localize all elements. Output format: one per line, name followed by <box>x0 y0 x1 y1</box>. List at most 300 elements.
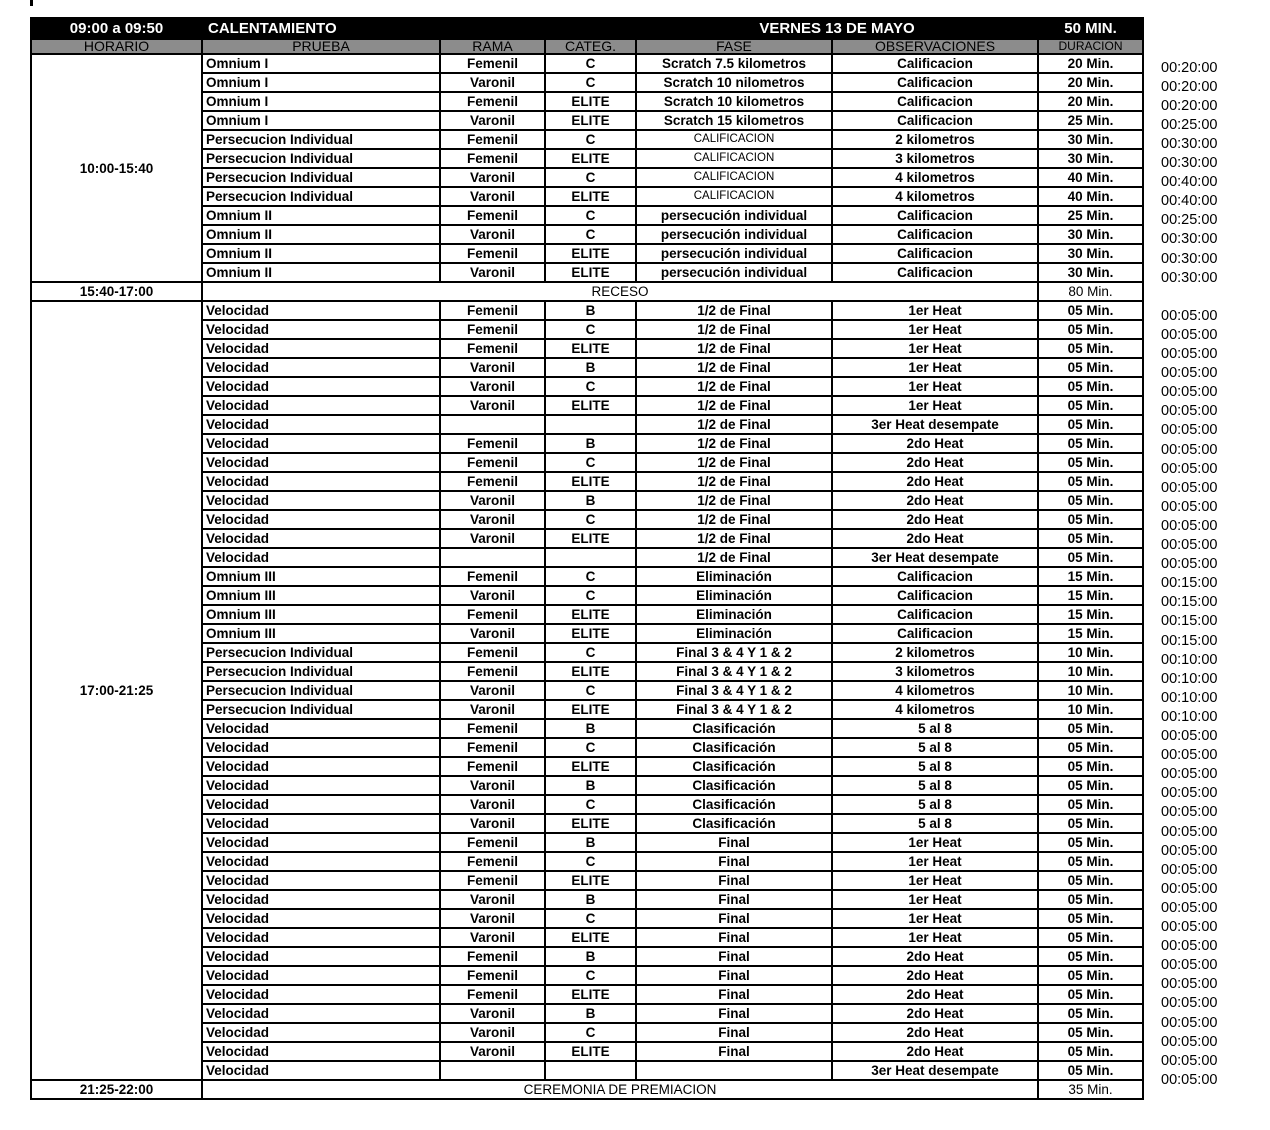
observaciones-cell: Calificacion <box>832 263 1038 282</box>
observaciones-cell: 2do Heat <box>832 453 1038 472</box>
duration-cell: 05 Min. <box>1038 339 1143 358</box>
observaciones-cell: 5 al 8 <box>832 776 1038 795</box>
rama-cell: Femenil <box>440 434 545 453</box>
duration-cell: 05 Min. <box>1038 548 1143 567</box>
fase-cell: Clasificación <box>636 738 832 757</box>
categ-cell: ELITE <box>545 985 636 1004</box>
rama-cell: Varonil <box>440 624 545 643</box>
rama-cell: Varonil <box>440 73 545 92</box>
prueba-cell: Omnium III <box>202 624 440 643</box>
cumulative-time: 00:05:00 <box>1161 517 1218 534</box>
cumulative-time: 00:10:00 <box>1161 670 1218 687</box>
schedule-table <box>30 17 1144 1100</box>
prueba-cell: Velocidad <box>202 795 440 814</box>
rama-cell: Femenil <box>440 472 545 491</box>
break-row <box>31 1080 1143 1099</box>
prueba-cell: Velocidad <box>202 510 440 529</box>
prueba-cell: Velocidad <box>202 833 440 852</box>
rama-cell: Varonil <box>440 396 545 415</box>
categ-cell: C <box>545 130 636 149</box>
categ-cell: ELITE <box>545 244 636 263</box>
duration-cell: 05 Min. <box>1038 985 1143 1004</box>
fase-cell: Final <box>636 833 832 852</box>
prueba-cell: Velocidad <box>202 472 440 491</box>
rama-cell: Femenil <box>440 301 545 320</box>
categ-cell: C <box>545 852 636 871</box>
duration-cell: 30 Min. <box>1038 225 1143 244</box>
prueba-cell: Velocidad <box>202 890 440 909</box>
categ-cell: C <box>545 909 636 928</box>
categ-cell: ELITE <box>545 757 636 776</box>
duration-cell: 05 Min. <box>1038 928 1143 947</box>
categ-cell: C <box>545 320 636 339</box>
duration-cell: 05 Min. <box>1038 396 1143 415</box>
duration-cell: 05 Min. <box>1038 776 1143 795</box>
cumulative-time: 00:15:00 <box>1161 575 1218 592</box>
fase-cell: Final <box>636 928 832 947</box>
rama-cell: Varonil <box>440 225 545 244</box>
observaciones-cell: 2do Heat <box>832 491 1038 510</box>
categ-cell: B <box>545 776 636 795</box>
rama-cell: Varonil <box>440 681 545 700</box>
rama-cell: Varonil <box>440 1004 545 1023</box>
cumulative-time: 00:05:00 <box>1161 460 1218 477</box>
rama-cell: Varonil <box>440 263 545 282</box>
fase-cell: Final 3 & 4 Y 1 & 2 <box>636 662 832 681</box>
prueba-cell: Velocidad <box>202 415 440 434</box>
prueba-cell: Velocidad <box>202 301 440 320</box>
observaciones-cell: Calificacion <box>832 206 1038 225</box>
observaciones-cell: 1er Heat <box>832 852 1038 871</box>
cumulative-time: 00:05:00 <box>1161 1014 1218 1031</box>
duration-cell: 40 Min. <box>1038 168 1143 187</box>
observaciones-cell: 1er Heat <box>832 890 1038 909</box>
fase-cell: Final 3 & 4 Y 1 & 2 <box>636 681 832 700</box>
cumulative-time: 00:05:00 <box>1161 384 1218 401</box>
observaciones-cell: 5 al 8 <box>832 719 1038 738</box>
fase-cell: 1/2 de Final <box>636 377 832 396</box>
prueba-cell: Velocidad <box>202 985 440 1004</box>
duration-cell: 20 Min. <box>1038 92 1143 111</box>
prueba-cell: Velocidad <box>202 757 440 776</box>
observaciones-cell: Calificacion <box>832 244 1038 263</box>
cumulative-time: 00:05:00 <box>1161 823 1218 840</box>
rama-cell: Femenil <box>440 149 545 168</box>
fase-cell: persecución individual <box>636 244 832 263</box>
duration-cell: 05 Min. <box>1038 719 1143 738</box>
rama-cell: Femenil <box>440 130 545 149</box>
cumulative-time: 00:05:00 <box>1161 479 1218 496</box>
fase-cell: Clasificación <box>636 795 832 814</box>
col-header-categ: CATEG. <box>545 39 636 54</box>
observaciones-cell: 1er Heat <box>832 871 1038 890</box>
cumulative-time: 00:05:00 <box>1161 422 1218 439</box>
categ-cell: C <box>545 225 636 244</box>
observaciones-cell: 1er Heat <box>832 377 1038 396</box>
duration-cell: 30 Min. <box>1038 263 1143 282</box>
observaciones-cell: 5 al 8 <box>832 814 1038 833</box>
categ-cell: C <box>545 966 636 985</box>
observaciones-cell: Calificacion <box>832 225 1038 244</box>
rama-cell: Femenil <box>440 92 545 111</box>
categ-cell: ELITE <box>545 149 636 168</box>
categ-cell: C <box>545 681 636 700</box>
fase-cell: Scratch 15 kilometros <box>636 111 832 130</box>
prueba-cell: Velocidad <box>202 1042 440 1061</box>
observaciones-cell: 1er Heat <box>832 396 1038 415</box>
duration-cell: 05 Min. <box>1038 453 1143 472</box>
cumulative-time: 00:05:00 <box>1161 785 1218 802</box>
rama-cell: Varonil <box>440 529 545 548</box>
observaciones-cell: 2do Heat <box>832 510 1038 529</box>
categ-cell: ELITE <box>545 1042 636 1061</box>
observaciones-cell: 2 kilometros <box>832 643 1038 662</box>
categ-cell: B <box>545 491 636 510</box>
duration-cell: 30 Min. <box>1038 149 1143 168</box>
fase-cell: 1/2 de Final <box>636 320 832 339</box>
categ-cell: ELITE <box>545 263 636 282</box>
observaciones-cell: 5 al 8 <box>832 738 1038 757</box>
fase-cell: Clasificación <box>636 776 832 795</box>
fase-cell: Final <box>636 871 832 890</box>
rama-cell: Varonil <box>440 776 545 795</box>
fase-cell: 1/2 de Final <box>636 491 832 510</box>
cumulative-time: 00:05:00 <box>1161 1071 1218 1088</box>
prueba-cell: Omnium III <box>202 605 440 624</box>
header-row <box>31 39 1143 54</box>
cumulative-time: 00:05:00 <box>1161 1052 1218 1069</box>
observaciones-cell: 2do Heat <box>832 1023 1038 1042</box>
fase-cell: 1/2 de Final <box>636 510 832 529</box>
cumulative-time: 00:20:00 <box>1161 59 1218 76</box>
rama-cell: Femenil <box>440 662 545 681</box>
fase-cell: Final <box>636 1004 832 1023</box>
categ-cell: ELITE <box>545 662 636 681</box>
cumulative-time: 00:40:00 <box>1161 193 1218 210</box>
observaciones-cell: 3 kilometros <box>832 662 1038 681</box>
categ-cell: B <box>545 890 636 909</box>
cumulative-time: 00:05:00 <box>1161 919 1218 935</box>
duration-cell: 20 Min. <box>1038 54 1143 73</box>
duration-cell: 05 Min. <box>1038 966 1143 985</box>
cumulative-time: 00:05:00 <box>1161 880 1218 897</box>
prueba-cell: Velocidad <box>202 814 440 833</box>
duration-cell: 05 Min. <box>1038 852 1143 871</box>
cumulative-time: 00:05:00 <box>1161 957 1218 974</box>
prueba-cell: Omnium I <box>202 73 440 92</box>
duration-cell: 30 Min. <box>1038 130 1143 149</box>
table-row <box>31 301 1143 320</box>
title-row <box>31 18 1143 39</box>
rama-cell: Femenil <box>440 852 545 871</box>
prueba-cell: Velocidad <box>202 966 440 985</box>
duration-cell: 30 Min. <box>1038 244 1143 263</box>
prueba-cell: Persecucion Individual <box>202 149 440 168</box>
observaciones-cell: 1er Heat <box>832 833 1038 852</box>
categ-cell: ELITE <box>545 871 636 890</box>
observaciones-cell: 4 kilometros <box>832 187 1038 206</box>
duration-cell: 05 Min. <box>1038 947 1143 966</box>
rama-cell: Varonil <box>440 928 545 947</box>
fase-cell <box>636 1061 832 1080</box>
observaciones-cell: Calificacion <box>832 111 1038 130</box>
duration-cell: 05 Min. <box>1038 491 1143 510</box>
observaciones-cell: 4 kilometros <box>832 168 1038 187</box>
prueba-cell: Persecucion Individual <box>202 700 440 719</box>
prueba-cell: Velocidad <box>202 1061 440 1080</box>
categ-cell <box>545 1061 636 1080</box>
cumulative-time: 00:05:00 <box>1161 842 1218 859</box>
observaciones-cell: Calificacion <box>832 73 1038 92</box>
cumulative-time: 00:05:00 <box>1161 804 1218 821</box>
rama-cell: Femenil <box>440 757 545 776</box>
fase-cell: 1/2 de Final <box>636 434 832 453</box>
fase-cell: Scratch 10 kilometros <box>636 92 832 111</box>
duration-cell: 05 Min. <box>1038 890 1143 909</box>
prueba-cell: Velocidad <box>202 1023 440 1042</box>
observaciones-cell: 2do Heat <box>832 529 1038 548</box>
duration-cell: 05 Min. <box>1038 909 1143 928</box>
rama-cell: Varonil <box>440 586 545 605</box>
observaciones-cell: 3 kilometros <box>832 149 1038 168</box>
observaciones-cell: 2do Heat <box>832 1042 1038 1061</box>
col-header-prueba: PRUEBA <box>202 39 440 54</box>
cumulative-time: 00:10:00 <box>1161 689 1218 706</box>
duration-cell: 10 Min. <box>1038 700 1143 719</box>
rama-cell: Femenil <box>440 833 545 852</box>
duration-cell: 05 Min. <box>1038 871 1143 890</box>
rama-cell: Varonil <box>440 510 545 529</box>
observaciones-cell: 2do Heat <box>832 434 1038 453</box>
prueba-cell: Velocidad <box>202 377 440 396</box>
prueba-cell: Persecucion Individual <box>202 187 440 206</box>
fase-cell: Final 3 & 4 Y 1 & 2 <box>636 700 832 719</box>
fase-cell: persecución individual <box>636 206 832 225</box>
prueba-cell: Velocidad <box>202 339 440 358</box>
fase-cell: 1/2 de Final <box>636 529 832 548</box>
rama-cell: Varonil <box>440 795 545 814</box>
fase-cell: Eliminación <box>636 605 832 624</box>
rama-cell <box>440 1061 545 1080</box>
rama-cell: Varonil <box>440 187 545 206</box>
observaciones-cell: Calificacion <box>832 586 1038 605</box>
categ-cell: C <box>545 643 636 662</box>
categ-cell: ELITE <box>545 529 636 548</box>
warmup-time: 09:00 a 09:50 <box>31 18 202 39</box>
fase-cell: Final <box>636 985 832 1004</box>
categ-cell: B <box>545 947 636 966</box>
cumulative-time: 00:25:00 <box>1161 212 1218 229</box>
duration-cell: 10 Min. <box>1038 643 1143 662</box>
categ-cell: C <box>545 453 636 472</box>
prueba-cell: Persecucion Individual <box>202 681 440 700</box>
time-range: 10:00-15:40 <box>31 54 202 282</box>
cumulative-time: 00:05:00 <box>1161 995 1218 1012</box>
fase-cell: Final <box>636 890 832 909</box>
duration-cell: 10 Min. <box>1038 681 1143 700</box>
prueba-cell: Velocidad <box>202 491 440 510</box>
fase-cell: 1/2 de Final <box>636 339 832 358</box>
rama-cell: Femenil <box>440 320 545 339</box>
fase-cell: Final <box>636 966 832 985</box>
observaciones-cell: 1er Heat <box>832 358 1038 377</box>
prueba-cell: Omnium I <box>202 54 440 73</box>
duration-cell: 20 Min. <box>1038 73 1143 92</box>
fase-cell: CALIFICACION <box>636 130 832 149</box>
fase-cell: Final <box>636 909 832 928</box>
cumulative-time: 00:05:00 <box>1161 365 1218 382</box>
cumulative-time: 00:05:00 <box>1161 556 1218 573</box>
prueba-cell: Omnium II <box>202 225 440 244</box>
rama-cell: Femenil <box>440 871 545 890</box>
rama-cell: Femenil <box>440 719 545 738</box>
rama-cell <box>440 415 545 434</box>
fase-cell: persecución individual <box>636 263 832 282</box>
observaciones-cell: 1er Heat <box>832 301 1038 320</box>
duration-cell: 15 Min. <box>1038 624 1143 643</box>
categ-cell: B <box>545 301 636 320</box>
duration-cell: 05 Min. <box>1038 358 1143 377</box>
duration-cell: 05 Min. <box>1038 377 1143 396</box>
cumulative-time: 00:05:00 <box>1161 1033 1218 1050</box>
fase-cell: Eliminación <box>636 624 832 643</box>
categ-cell: ELITE <box>545 396 636 415</box>
prueba-cell: Velocidad <box>202 358 440 377</box>
categ-cell: B <box>545 833 636 852</box>
table-row <box>31 54 1143 73</box>
observaciones-cell: Calificacion <box>832 605 1038 624</box>
duration-cell: 05 Min. <box>1038 814 1143 833</box>
prueba-cell: Omnium III <box>202 586 440 605</box>
observaciones-cell: 2do Heat <box>832 1004 1038 1023</box>
rama-cell: Femenil <box>440 605 545 624</box>
cumulative-time: 00:15:00 <box>1161 632 1218 649</box>
fase-cell: Final <box>636 947 832 966</box>
rama-cell: Femenil <box>440 738 545 757</box>
rama-cell: Varonil <box>440 1023 545 1042</box>
cumulative-time: 00:30:00 <box>1161 135 1218 152</box>
observaciones-cell: 4 kilometros <box>832 700 1038 719</box>
duration-cell: 15 Min. <box>1038 605 1143 624</box>
prueba-cell: Omnium I <box>202 92 440 111</box>
duration-cell: 05 Min. <box>1038 1023 1143 1042</box>
cumulative-time: 00:15:00 <box>1161 613 1218 630</box>
rama-cell: Femenil <box>440 206 545 225</box>
fase-cell: 1/2 de Final <box>636 548 832 567</box>
rama-cell: Varonil <box>440 700 545 719</box>
cumulative-time: 00:05:00 <box>1161 403 1218 420</box>
prueba-cell: Velocidad <box>202 871 440 890</box>
duration-cell: 05 Min. <box>1038 1061 1143 1080</box>
rama-cell: Varonil <box>440 168 545 187</box>
col-header-fase: FASE <box>636 39 832 54</box>
col-header-horario: HORARIO <box>31 39 202 54</box>
observaciones-cell: 1er Heat <box>832 320 1038 339</box>
categ-cell: C <box>545 738 636 757</box>
duration-cell: 40 Min. <box>1038 187 1143 206</box>
categ-cell: ELITE <box>545 111 636 130</box>
rama-cell: Varonil <box>440 358 545 377</box>
fase-cell: CALIFICACION <box>636 168 832 187</box>
prueba-cell: Omnium I <box>202 111 440 130</box>
rama-cell: Varonil <box>440 814 545 833</box>
fase-cell: Scratch 7.5 kilometros <box>636 54 832 73</box>
page-edge-mark <box>30 0 33 6</box>
cumulative-time: 00:05:00 <box>1161 326 1218 343</box>
prueba-cell: Velocidad <box>202 852 440 871</box>
categ-cell: C <box>545 1023 636 1042</box>
rama-cell: Femenil <box>440 339 545 358</box>
rama-cell: Femenil <box>440 947 545 966</box>
categ-cell: B <box>545 358 636 377</box>
categ-cell: C <box>545 73 636 92</box>
prueba-cell: Velocidad <box>202 1004 440 1023</box>
cumulative-time: 00:25:00 <box>1161 116 1218 133</box>
prueba-cell: Persecucion Individual <box>202 643 440 662</box>
observaciones-cell: 1er Heat <box>832 339 1038 358</box>
prueba-cell: Persecucion Individual <box>202 130 440 149</box>
cumulative-time: 00:05:00 <box>1161 537 1218 553</box>
cumulative-time: 00:05:00 <box>1161 441 1218 458</box>
prueba-cell: Velocidad <box>202 548 440 567</box>
cumulative-time: 00:05:00 <box>1161 728 1218 744</box>
fase-cell: Clasificación <box>636 719 832 738</box>
categ-cell: B <box>545 1004 636 1023</box>
prueba-cell: Velocidad <box>202 434 440 453</box>
prueba-cell: Velocidad <box>202 719 440 738</box>
observaciones-cell: 1er Heat <box>832 909 1038 928</box>
fase-cell: Scratch 10 nilometros <box>636 73 832 92</box>
duration-cell: 15 Min. <box>1038 586 1143 605</box>
observaciones-cell: 5 al 8 <box>832 757 1038 776</box>
categ-cell: ELITE <box>545 187 636 206</box>
rama-cell <box>440 548 545 567</box>
prueba-cell: Velocidad <box>202 909 440 928</box>
prueba-cell: Velocidad <box>202 453 440 472</box>
warmup-duration: 50 MIN. <box>1038 18 1143 39</box>
rama-cell: Varonil <box>440 491 545 510</box>
duration-cell: 05 Min. <box>1038 510 1143 529</box>
rama-cell: Femenil <box>440 567 545 586</box>
observaciones-cell: Calificacion <box>832 567 1038 586</box>
fase-cell: Clasificación <box>636 814 832 833</box>
duration-cell: 05 Min. <box>1038 1042 1143 1061</box>
duration-cell: 25 Min. <box>1038 111 1143 130</box>
rama-cell: Varonil <box>440 111 545 130</box>
fase-cell: Clasificación <box>636 757 832 776</box>
day-label: VERNES 13 DE MAYO <box>636 18 1038 39</box>
prueba-cell: Omnium III <box>202 567 440 586</box>
cumulative-time: 00:05:00 <box>1161 861 1218 878</box>
duration-cell: 15 Min. <box>1038 567 1143 586</box>
duration-cell: 05 Min. <box>1038 301 1143 320</box>
categ-cell: ELITE <box>545 928 636 947</box>
categ-cell: ELITE <box>545 472 636 491</box>
cumulative-time: 00:20:00 <box>1161 97 1218 114</box>
rama-cell: Femenil <box>440 966 545 985</box>
rama-cell: Varonil <box>440 1042 545 1061</box>
cumulative-time: 00:20:00 <box>1161 78 1218 95</box>
categ-cell: C <box>545 567 636 586</box>
duration-cell: 05 Min. <box>1038 415 1143 434</box>
categ-cell: C <box>545 168 636 187</box>
cumulative-time: 00:30:00 <box>1161 269 1218 286</box>
fase-cell: CALIFICACION <box>636 187 832 206</box>
cumulative-time: 00:05:00 <box>1161 307 1218 324</box>
duration-cell: 05 Min. <box>1038 472 1143 491</box>
cumulative-time: 00:05:00 <box>1161 899 1218 916</box>
categ-cell: ELITE <box>545 605 636 624</box>
